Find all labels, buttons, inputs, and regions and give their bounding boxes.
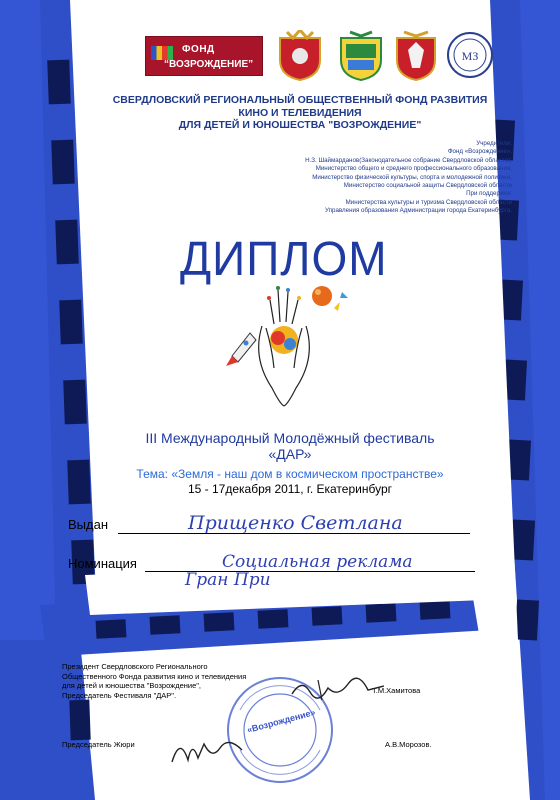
sverdlovsk-region-crest-icon: [275, 30, 325, 82]
header-line3: ДЛЯ ДЕТЕЙ И ЮНОШЕСТВА "ВОЗРОЖДЕНИЕ": [178, 119, 422, 131]
president-line: Президент Свердловского Регионального: [62, 662, 208, 671]
founders-line: Министерство физической культуры, спорта и молодежной политики,: [312, 173, 512, 181]
founders-line: Министерства культуры и туризма Свердловской области: [345, 198, 512, 206]
svg-text:МЗ: МЗ: [461, 49, 479, 63]
diploma-title: ДИПЛОМ: [180, 230, 388, 286]
issued-label: Выдан: [68, 517, 109, 532]
founders-line: Учредители:: [476, 140, 512, 147]
ministry-emblem-icon: [445, 30, 495, 80]
fund-logo-line1: ФОНД: [182, 44, 215, 55]
festival-line1: III Международный Молодёжный фестиваль: [145, 430, 435, 446]
rainbow-flag-icon: [151, 46, 173, 60]
nomination-label: Номинация: [68, 556, 137, 571]
festival-date: 15 - 17декабря 2011, г. Екатеринбург: [187, 482, 392, 496]
jury-signature-icon: [168, 730, 248, 770]
founders-line: При поддержке:: [466, 190, 512, 198]
festival-name: [90, 430, 490, 462]
header-line1: СВЕРДЛОВСКИЙ РЕГИОНАЛЬНЫЙ ОБЩЕСТВЕННЫЙ ФОНД РАЗВИТИЯ: [112, 94, 488, 106]
fund-logo-line2: “ВОЗРОЖДЕНИЕ”: [164, 59, 254, 70]
jury-name: А.В.Морозов.: [385, 740, 432, 749]
fund-vozrozhdenie-logo: [145, 36, 263, 76]
prize-handwritten-value: Гран При: [185, 570, 271, 590]
founders-line: Министерство социальной защиты Свердловской области: [343, 182, 512, 190]
president-line: для детей и юношества "Возрождение",: [62, 681, 201, 690]
sverdlovsk-coat-of-arms-icon: [392, 30, 440, 82]
yekaterinburg-crest-icon: [336, 30, 386, 82]
planet-icon: [312, 286, 348, 311]
founders-block: [252, 140, 512, 216]
header-line2: КИНО И ТЕЛЕВИДЕНИЯ: [238, 106, 362, 119]
festival-theme: Тема: «Земля - наш дом в космическом пространстве»: [136, 467, 444, 481]
president-line: Председатель Фестиваля "ДАР".: [62, 690, 177, 700]
founders-line: Министерство общего и среднего профессионального образования,: [315, 165, 512, 173]
nomination-handwritten-value: Социальная реклама: [222, 552, 413, 572]
jury-label: Председатель Жюри: [62, 740, 135, 749]
founders-line: Фонд «Возрождение»,: [447, 148, 512, 156]
issued-handwritten-name: Прищенко Светлана: [188, 512, 403, 534]
founders-line: Управления образования Администрации города Екатеринбурга.: [325, 207, 512, 215]
president-line: Общественного Фонда развития кино и телевидения: [62, 671, 247, 681]
president-signature-icon: [288, 674, 388, 704]
hands-globe-icon: [259, 286, 310, 406]
president-name: Т.М.Хамитова: [372, 686, 421, 695]
festival-emblem-icon: [222, 278, 352, 418]
organization-header: [90, 94, 510, 132]
founders-line: Н.З. Шаймарданов(Законодательное собрание Свердловской области),: [305, 156, 512, 164]
festival-line2: «ДАР»: [268, 446, 312, 462]
rocket-icon: [226, 333, 256, 366]
stamp-center-text: «Возрождение»: [245, 707, 317, 735]
